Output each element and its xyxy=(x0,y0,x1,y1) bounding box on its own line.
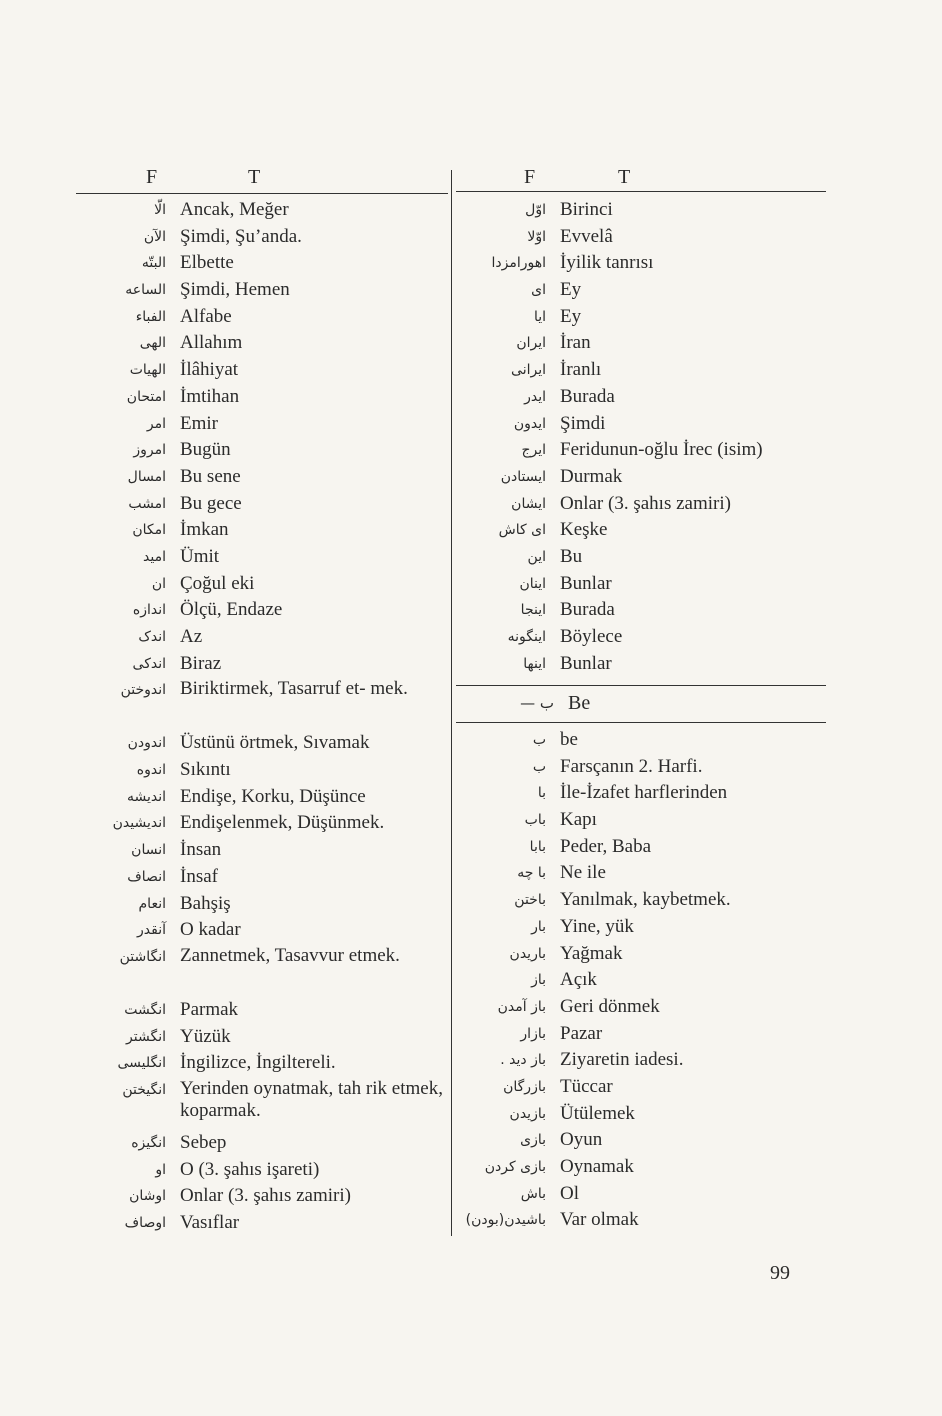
persian-word: البتّه xyxy=(141,255,166,272)
persian-word: الّا xyxy=(154,202,166,218)
persian-word: اندوختن xyxy=(120,682,166,699)
persian-word: ایدون xyxy=(513,415,546,432)
entry-row xyxy=(456,755,826,782)
entry-row xyxy=(76,438,448,465)
persian-word: الآن xyxy=(143,228,166,245)
turkish-meaning: İmkan xyxy=(180,519,229,541)
persian-word: بار xyxy=(531,918,546,935)
persian-word: ب xyxy=(532,732,546,748)
turkish-meaning: İran xyxy=(560,332,591,354)
entry-row xyxy=(456,572,826,599)
persian-word: الهی xyxy=(139,335,166,352)
entry-row xyxy=(456,835,826,862)
persian-word: ایشان xyxy=(511,495,546,512)
entry-row xyxy=(76,652,448,679)
persian-word: بازار xyxy=(520,1025,546,1042)
persian-word: اوصاف xyxy=(124,1215,166,1231)
entry-row xyxy=(76,998,448,1025)
persian-word: اوّلا xyxy=(527,228,546,245)
entry-row xyxy=(456,1075,826,1102)
turkish-meaning: Zannetmek, Tasavvur etmek. xyxy=(180,944,400,966)
persian-word: انگشتر xyxy=(126,1028,166,1045)
turkish-meaning: Tüccar xyxy=(560,1075,613,1097)
entry-row xyxy=(456,465,826,492)
right-header-f: F xyxy=(524,166,537,188)
turkish-meaning: Bu sene xyxy=(180,465,241,487)
persian-word: ایا xyxy=(533,308,546,325)
entry-row xyxy=(456,915,826,942)
turkish-meaning: Endişelenmek, Düşünmek. xyxy=(180,812,385,834)
persian-word: ان xyxy=(151,575,166,592)
entry-row xyxy=(456,1048,826,1075)
turkish-meaning: Biriktirmek, Tasarruf et- mek. xyxy=(180,678,408,700)
turkish-meaning: Ancak, Meğer xyxy=(180,199,289,220)
persian-word: اینها xyxy=(523,655,546,672)
persian-word: باش xyxy=(520,1185,546,1202)
entry-row xyxy=(76,1184,448,1211)
persian-word: اندوه xyxy=(136,762,166,779)
turkish-meaning: Evvelâ xyxy=(560,225,613,247)
persian-word: اندودن xyxy=(127,735,166,752)
turkish-meaning: Biraz xyxy=(180,652,222,674)
turkish-meaning: Şimdi, Hemen xyxy=(180,279,290,301)
left-header-f: F xyxy=(146,166,159,188)
persian-word: ای کاش xyxy=(498,522,546,539)
turkish-meaning: Oyun xyxy=(560,1129,603,1151)
turkish-meaning: Ümit xyxy=(180,545,220,567)
persian-word: اندیشه xyxy=(126,788,166,805)
persian-word: بازی xyxy=(520,1132,546,1149)
entry-row xyxy=(456,385,826,412)
turkish-meaning: Çoğul eki xyxy=(180,572,255,594)
persian-word: انصاف xyxy=(127,868,166,885)
left-column xyxy=(76,198,448,1238)
right-header-rule xyxy=(456,191,826,192)
entry-row xyxy=(456,1155,826,1182)
persian-word: اهورامزدا xyxy=(491,255,546,272)
persian-word: امروز xyxy=(133,442,166,459)
right-column-top xyxy=(456,198,826,678)
turkish-meaning: İmtihan xyxy=(180,385,240,407)
persian-word: امسال xyxy=(127,468,166,485)
turkish-meaning: Ütülemek xyxy=(560,1102,635,1124)
entry-row xyxy=(456,1128,826,1155)
entry-row xyxy=(456,1182,826,1209)
turkish-meaning: Ne ile xyxy=(560,862,606,884)
entry-row xyxy=(76,1158,448,1185)
persian-word: اینجا xyxy=(520,602,546,619)
turkish-meaning: Yerinden oynatmak, tah rik etmek, koparmak. xyxy=(180,1077,443,1121)
turkish-meaning: İlâhiyat xyxy=(180,359,239,381)
turkish-meaning: O (3. şahıs işareti) xyxy=(180,1158,320,1180)
entry-row xyxy=(76,918,448,945)
entry-row xyxy=(456,358,826,385)
entry-row xyxy=(76,251,448,278)
entry-row xyxy=(456,598,826,625)
entry-row xyxy=(76,945,448,998)
persian-word: باز xyxy=(531,972,546,989)
turkish-meaning: Pazar xyxy=(560,1022,603,1044)
turkish-meaning: Sıkıntı xyxy=(180,759,231,781)
persian-word: بازی کردن xyxy=(484,1159,546,1175)
entry-row xyxy=(456,808,826,835)
entry-row xyxy=(76,492,448,519)
entry-row xyxy=(456,728,826,755)
persian-word: باز آمدن xyxy=(497,998,546,1015)
persian-word: اوشان xyxy=(129,1188,166,1205)
turkish-meaning: Üstünü örtmek, Sıvamak xyxy=(180,732,370,754)
entry-row xyxy=(456,968,826,995)
persian-word: بابا xyxy=(529,838,546,855)
persian-word: باز دید . xyxy=(500,1052,546,1069)
entry-row xyxy=(76,678,448,731)
persian-word: اوّل xyxy=(525,202,546,218)
turkish-meaning: Bahşiş xyxy=(180,892,231,914)
entry-row xyxy=(76,331,448,358)
turkish-meaning: Feridunun-oğlu İrec (isim) xyxy=(560,439,763,461)
entry-row xyxy=(76,785,448,812)
turkish-meaning: Bu gece xyxy=(180,492,242,514)
entry-row xyxy=(76,1078,448,1131)
turkish-meaning: Ölçü, Endaze xyxy=(180,599,283,621)
entry-row xyxy=(456,412,826,439)
turkish-meaning: Az xyxy=(180,626,203,647)
entry-row xyxy=(456,861,826,888)
entry-row xyxy=(76,412,448,439)
persian-word: اندک xyxy=(138,629,166,645)
persian-word: ایرانی xyxy=(511,362,546,379)
persian-word: اندکی xyxy=(132,655,166,672)
entry-row xyxy=(76,198,448,225)
entry-row xyxy=(76,465,448,492)
entry-row xyxy=(76,731,448,758)
persian-word: انگلیسی xyxy=(117,1055,166,1072)
turkish-meaning: Farsçanın 2. Harfi. xyxy=(560,755,703,777)
turkish-meaning: İnsan xyxy=(180,839,222,861)
persian-word: باشیدن(بودن) xyxy=(465,1212,546,1229)
section-heading-fa: ب — xyxy=(520,694,554,712)
turkish-meaning: Peder, Baba xyxy=(560,835,652,857)
persian-word: امر xyxy=(146,415,166,432)
turkish-meaning: Geri dönmek xyxy=(560,995,660,1017)
entry-row xyxy=(456,278,826,305)
entry-row xyxy=(76,545,448,572)
entry-row xyxy=(76,518,448,545)
persian-word: بازرگان xyxy=(503,1078,546,1095)
persian-word: آنقدر xyxy=(137,922,166,939)
turkish-meaning: Ziyaretin iadesi. xyxy=(560,1049,684,1071)
turkish-meaning: İyilik tanrısı xyxy=(560,252,654,274)
left-header-rule xyxy=(76,193,448,194)
entry-row xyxy=(456,652,826,679)
persian-word: الفباء xyxy=(135,308,166,325)
entry-row xyxy=(76,1051,448,1078)
turkish-meaning: Burada xyxy=(560,385,615,407)
turkish-meaning: Onlar (3. şahıs zamiri) xyxy=(180,1185,351,1207)
turkish-meaning: Oynamak xyxy=(560,1156,634,1177)
entry-row xyxy=(76,305,448,332)
entry-row xyxy=(76,838,448,865)
entry-row xyxy=(76,625,448,652)
persian-word: ایدر xyxy=(524,388,546,405)
entry-row xyxy=(76,385,448,412)
turkish-meaning: Durmak xyxy=(560,465,623,487)
entry-row xyxy=(456,995,826,1022)
turkish-meaning: Yine, yük xyxy=(560,915,634,937)
turkish-meaning: Onlar (3. şahıs zamiri) xyxy=(560,492,731,514)
turkish-meaning: Allahım xyxy=(180,332,243,354)
section-rule-top xyxy=(456,685,826,686)
turkish-meaning: Böylece xyxy=(560,626,623,647)
section-heading-tr: Be xyxy=(568,691,591,714)
turkish-meaning: Şimdi, Şu’anda. xyxy=(180,225,302,247)
turkish-meaning: Emir xyxy=(180,412,218,434)
persian-word: انگیختن xyxy=(122,1081,166,1098)
entry-row xyxy=(456,1208,826,1235)
right-header-t: T xyxy=(618,166,632,188)
persian-word: امکان xyxy=(132,522,166,539)
entry-row xyxy=(76,225,448,252)
turkish-meaning: Parmak xyxy=(180,998,239,1020)
persian-word: او xyxy=(155,1161,166,1178)
persian-word: انگیزه xyxy=(131,1134,166,1151)
persian-word: انعام xyxy=(138,895,166,912)
entry-row xyxy=(76,865,448,892)
entry-row xyxy=(456,888,826,915)
entry-row xyxy=(76,1131,448,1158)
persian-word: بازیدن xyxy=(509,1105,546,1122)
persian-word: انگاشتن xyxy=(119,948,166,965)
turkish-meaning: Vasıflar xyxy=(180,1212,240,1233)
turkish-meaning: Elbette xyxy=(180,252,234,274)
entry-row xyxy=(456,198,826,225)
entry-row xyxy=(76,598,448,625)
turkish-meaning: Endişe, Korku, Düşünce xyxy=(180,785,366,807)
turkish-meaning: Bunlar xyxy=(560,572,612,594)
entry-row xyxy=(456,1102,826,1129)
persian-word: باریدن xyxy=(509,945,546,962)
entry-row xyxy=(456,545,826,572)
persian-word: اینان xyxy=(519,575,546,592)
turkish-meaning: Bunlar xyxy=(560,652,612,674)
persian-word: الهیات xyxy=(129,362,166,379)
section-heading-be xyxy=(456,688,824,718)
turkish-meaning: Bugün xyxy=(180,439,231,461)
turkish-meaning: Ey xyxy=(560,305,582,327)
turkish-meaning: İnsaf xyxy=(180,865,218,887)
persian-word: باب xyxy=(524,812,546,829)
entry-row xyxy=(456,251,826,278)
persian-word: اندیشیدن xyxy=(112,815,166,832)
entry-row xyxy=(76,358,448,385)
persian-word: باختن xyxy=(514,892,546,909)
turkish-meaning: Yüzük xyxy=(180,1025,231,1047)
persian-word: امشب xyxy=(128,495,166,512)
turkish-meaning: Birinci xyxy=(560,199,613,220)
turkish-meaning: İranlı xyxy=(560,359,602,381)
section-rule-bottom xyxy=(456,722,826,723)
right-column-bottom xyxy=(456,728,826,1235)
entry-row xyxy=(76,1211,448,1238)
persian-word: امتحان xyxy=(126,388,166,405)
entry-row xyxy=(76,278,448,305)
entry-row xyxy=(76,1025,448,1052)
entry-row xyxy=(456,331,826,358)
entry-row xyxy=(456,492,826,519)
persian-word: ای xyxy=(531,282,546,299)
turkish-meaning: İle-İzafet harflerinden xyxy=(560,782,728,804)
turkish-meaning: Kapı xyxy=(560,809,597,831)
turkish-meaning: Açık xyxy=(560,969,597,991)
persian-word: اینگونه xyxy=(507,629,546,645)
entry-row xyxy=(76,572,448,599)
turkish-meaning: Şimdi xyxy=(560,412,606,434)
turkish-meaning: be xyxy=(560,729,578,750)
persian-word: ایران xyxy=(516,335,546,352)
turkish-meaning: Alfabe xyxy=(180,305,232,327)
entry-row xyxy=(456,942,826,969)
turkish-meaning: Yanılmak, kaybetmek. xyxy=(560,889,731,911)
entry-row xyxy=(76,758,448,785)
entry-row xyxy=(456,225,826,252)
entry-row xyxy=(456,1022,826,1049)
persian-word: با xyxy=(537,785,546,802)
entry-row xyxy=(456,305,826,332)
entry-row xyxy=(76,811,448,838)
turkish-meaning: Var olmak xyxy=(560,1209,639,1231)
persian-word: انگشت xyxy=(124,1001,166,1018)
entry-row xyxy=(76,892,448,919)
turkish-meaning: Sebep xyxy=(180,1131,227,1153)
persian-word: ب xyxy=(532,758,546,775)
turkish-meaning: Ey xyxy=(560,279,582,301)
entry-row xyxy=(456,625,826,652)
persian-word: امید xyxy=(143,548,166,565)
turkish-meaning: Yağmak xyxy=(560,942,623,964)
page-number: 99 xyxy=(770,1262,790,1284)
persian-word: با چه xyxy=(517,865,546,882)
turkish-meaning: O kadar xyxy=(180,919,241,941)
persian-word: انسان xyxy=(131,842,166,859)
column-divider xyxy=(451,170,452,1236)
persian-word: الساعه xyxy=(125,282,166,299)
turkish-meaning: Ol xyxy=(560,1182,579,1204)
turkish-meaning: Bu xyxy=(560,545,583,567)
entry-row xyxy=(456,781,826,808)
persian-word: ایستادن xyxy=(500,468,546,485)
persian-word: ایرج xyxy=(521,442,546,459)
entry-row xyxy=(456,438,826,465)
turkish-meaning: Keşke xyxy=(560,519,608,541)
turkish-meaning: İngilizce, İngiltereli. xyxy=(180,1052,336,1074)
entry-row xyxy=(456,518,826,545)
persian-word: این xyxy=(527,548,546,565)
turkish-meaning: Burada xyxy=(560,599,615,621)
left-header-t: T xyxy=(248,166,262,188)
persian-word: اندازه xyxy=(132,602,166,619)
